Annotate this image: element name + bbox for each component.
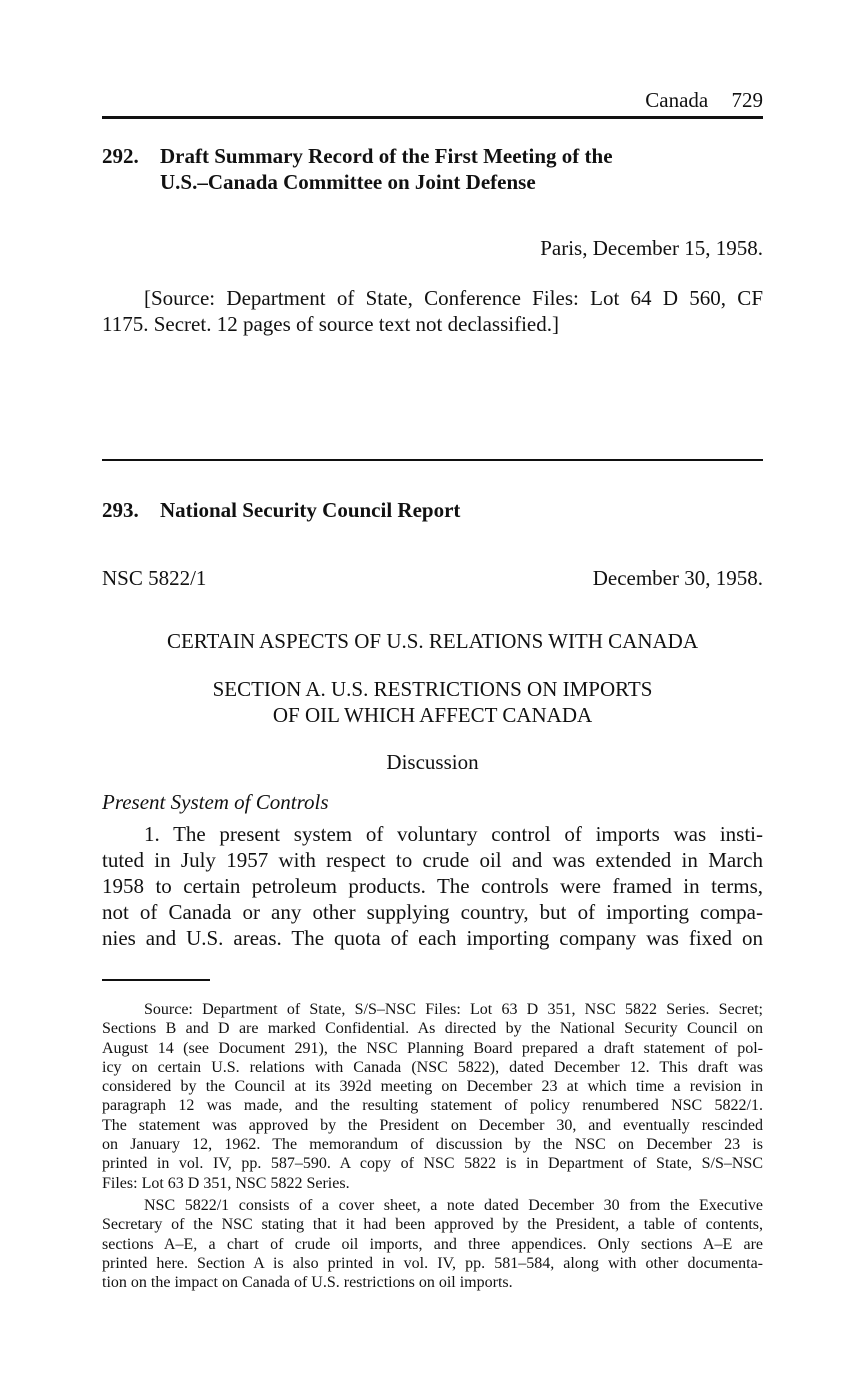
footnote-2 [102,1196,763,1292]
doc293-section-heading [102,676,763,728]
fn2-line: tion on the impact on Canada of U.S. restrictions on oil imports. [102,1274,513,1292]
doc293-number: 293. [102,498,139,522]
fn1-line: on January 12, 1962. The memorandum of discussion by the NSC on December 23 is [102,1136,763,1154]
fn1-line: The statement was approved by the President on December 30, and eventually rescinded [102,1116,763,1134]
doc293-section-line2: OF OIL WHICH AFFECT CANADA [272,703,593,727]
fn2-line: NSC 5822/1 consists of a cover sheet, a note dated December 30 from the Executive [144,1197,763,1214]
para1-line: 1. The present system of voluntary control of imports was insti- [144,822,763,846]
fn2-line: sections A–E, a chart of crude oil imports, and three appendices. Only sections A–E are [102,1235,763,1253]
doc293-discussion-heading: Discussion [386,750,479,774]
doc293-title [102,497,763,523]
header-rule [102,116,763,119]
doc292-number: 292. [102,144,139,168]
doc293-paragraph-1 [102,821,763,951]
fn1-line: Source: Department of State, S/S–NSC Files: Lot 63 D 351, NSC 5822 Series. Secret; [144,1001,763,1018]
doc292-source-line2: 1175. Secret. 12 pages of source text not declassified.] [102,312,559,336]
fn2-line: Secretary of the NSC stating that it had been approved by the President, a table of contents, [102,1216,763,1234]
doc292-source-line1: [Source: Department of State, Conference Files: Lot 64 D 560, CF [144,286,763,310]
doc292-source-note [102,285,763,337]
doc292-title-line2: U.S.–Canada Committee on Joint Defense [160,170,536,194]
fn1-line: icy on certain U.S. relations with Canada (NSC 5822), dated December 12. This draft was [102,1058,763,1076]
doc292-title-line1: Draft Summary Record of the First Meeting of the [160,144,613,168]
doc293-id: NSC 5822/1 [102,566,207,590]
fn1-line: August 14 (see Document 291), the NSC Planning Board prepared a draft statement of pol- [102,1039,763,1057]
doc293-date: December 30, 1958. [592,566,763,590]
para1-line: nies and U.S. areas. The quota of each importing company was fixed on [102,926,763,950]
fn1-line: Sections B and D are marked Confidential. As directed by the National Security Council on [102,1020,763,1038]
running-head-section: Canada [645,88,709,112]
fn1-line: printed in vol. IV, pp. 587–590. A copy of NSC 5822 is in Department of State, S/S–NSC [102,1155,763,1173]
section-divider-rule [102,459,763,461]
doc293-section-line1: SECTION A. U.S. RESTRICTIONS ON IMPORTS [212,677,653,701]
doc292-title [102,143,763,195]
footnote-rule [102,979,210,981]
fn1-line: considered by the Council at its 392d meeting on December 23 at which time a revision in [102,1078,763,1096]
doc293-main-heading: CERTAIN ASPECTS OF U.S. RELATIONS WITH CANADA [166,629,699,653]
page-number: 729 [731,88,763,112]
doc293-title-text: National Security Council Report [160,498,461,522]
running-head [645,88,763,113]
fn1-line: Files: Lot 63 D 351, NSC 5822 Series. [102,1174,350,1192]
footnote-1 [102,1000,763,1193]
fn1-line: paragraph 12 was made, and the resulting statement of policy renumbered NSC 5822/1. [102,1097,763,1115]
para1-line: tuted in July 1957 with respect to crude oil and was extended in March [102,848,763,872]
doc292-place-date: Paris, December 15, 1958. [540,236,763,260]
fn2-line: printed here. Section A is also printed in vol. IV, pp. 581–584, along with other documenta- [102,1254,763,1272]
doc293-subheading: Present System of Controls [102,790,329,814]
para1-line: 1958 to certain petroleum products. The controls were framed in terms, [102,874,763,898]
para1-line: not of Canada or any other supplying country, but of importing compa- [102,900,763,924]
